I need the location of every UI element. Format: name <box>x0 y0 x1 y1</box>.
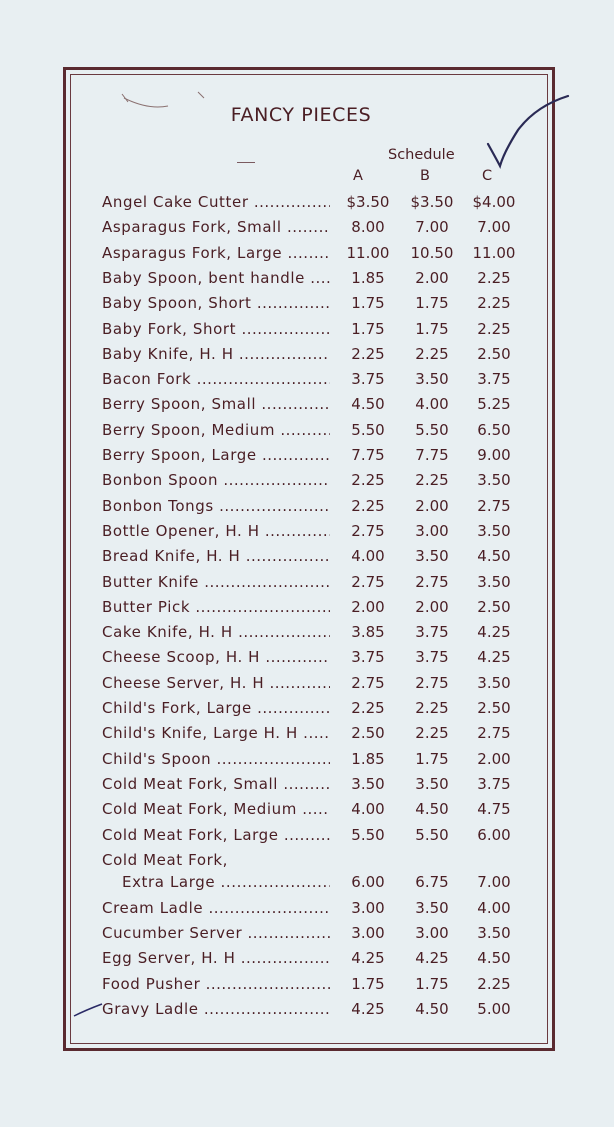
price-b: 1.75 <box>415 294 449 313</box>
column-header-c: C <box>482 168 493 184</box>
item-name: Cold Meat Fork, <box>102 850 229 869</box>
price-c: 3.50 <box>477 923 511 942</box>
price-b: 3.00 <box>415 521 449 540</box>
price-b: 2.75 <box>415 673 449 692</box>
item-name: Cold Meat Fork, Large ..... <box>102 826 330 844</box>
price-a: 3.75 <box>351 370 385 389</box>
price-b: 2.25 <box>415 471 449 490</box>
price-a: 2.75 <box>351 572 385 591</box>
price-a: 1.75 <box>351 319 385 338</box>
price-c: 3.75 <box>477 370 511 389</box>
price-a: 5.50 <box>351 825 385 844</box>
table-row <box>102 395 522 419</box>
price-b: 7.75 <box>415 446 449 464</box>
price-a: 2.00 <box>351 597 385 616</box>
page-title: FANCY PIECES <box>230 104 372 126</box>
price-c: $4.00 <box>472 193 516 211</box>
price-a: 5.50 <box>351 420 385 439</box>
price-c: 5.25 <box>477 395 511 414</box>
table-row <box>102 623 522 647</box>
price-b: 4.50 <box>415 999 449 1018</box>
price-c: 6.50 <box>477 420 511 439</box>
price-c: 7.00 <box>477 218 511 237</box>
price-c: 3.50 <box>477 673 511 692</box>
table-row <box>102 547 522 571</box>
item-name: Cheese Server, H. H ..... <box>102 674 330 692</box>
price-b: 7.00 <box>415 218 449 237</box>
table-row <box>102 471 522 495</box>
price-a: 3.85 <box>351 623 385 642</box>
price-c: 2.25 <box>477 268 511 287</box>
table-row <box>102 421 522 445</box>
price-b: 2.00 <box>415 597 449 616</box>
price-a: 2.75 <box>351 673 385 692</box>
price-c: 2.25 <box>477 319 511 338</box>
table-row <box>102 975 522 999</box>
price-a: 1.75 <box>351 294 385 313</box>
price-a: 1.85 <box>351 268 385 287</box>
table-row <box>102 446 522 470</box>
price-b: 2.25 <box>415 699 449 717</box>
price-a: 6.00 <box>351 872 385 891</box>
table-row <box>102 497 522 521</box>
price-b: 10.50 <box>410 243 454 262</box>
price-a: 2.25 <box>351 471 385 490</box>
price-c: 6.00 <box>477 825 511 844</box>
price-b: 3.50 <box>415 774 449 793</box>
price-b: 3.50 <box>415 370 449 389</box>
item-name-continued: Extra Large ..... <box>102 873 330 891</box>
price-c: 3.50 <box>477 572 511 591</box>
table-row <box>102 924 522 948</box>
price-c: 3.50 <box>477 471 511 490</box>
table-row <box>102 598 522 622</box>
item-name: Berry Spoon, Small ..... <box>102 395 330 413</box>
price-c: 4.75 <box>477 800 511 819</box>
item-name: Cold Meat Fork, Medium ..... <box>102 800 330 818</box>
item-name: Bacon Fork ..... <box>102 370 330 388</box>
table-row <box>102 775 522 799</box>
divider <box>237 162 255 163</box>
price-a: 3.50 <box>351 774 385 793</box>
item-name: Egg Server, H. H ..... <box>102 949 330 967</box>
price-c: 2.75 <box>477 496 511 515</box>
price-a: 3.75 <box>351 648 385 667</box>
price-a: 3.00 <box>351 898 385 917</box>
item-name: Cucumber Server ..... <box>102 924 330 942</box>
price-c: 4.25 <box>477 648 511 667</box>
price-c: 5.00 <box>477 999 511 1018</box>
price-a: 2.50 <box>351 724 385 743</box>
price-c: 7.00 <box>477 872 511 891</box>
item-name: Baby Spoon, Short ..... <box>102 294 330 312</box>
price-c: 3.50 <box>477 521 511 540</box>
price-b: 2.25 <box>415 344 449 363</box>
price-b: 1.75 <box>415 749 449 768</box>
price-a: 4.25 <box>351 949 385 968</box>
price-b: 4.00 <box>415 395 449 414</box>
price-c: 4.50 <box>477 547 511 566</box>
table-row <box>102 193 522 217</box>
item-name: Child's Knife, Large H. H ..... <box>102 724 330 742</box>
table-row <box>102 522 522 546</box>
price-b: 1.75 <box>415 974 449 993</box>
item-name: Berry Spoon, Large ..... <box>102 446 330 464</box>
checkmark-icon <box>484 92 574 172</box>
table-row <box>102 244 522 268</box>
price-b: 3.75 <box>415 623 449 642</box>
item-name: Baby Knife, H. H ..... <box>102 345 330 363</box>
item-name: Bonbon Tongs ..... <box>102 497 330 515</box>
schedule-label: Schedule <box>388 147 455 163</box>
price-b: 5.50 <box>415 420 449 439</box>
price-b: $3.50 <box>410 193 454 211</box>
price-c: 4.25 <box>477 623 511 642</box>
item-name: Bottle Opener, H. H ..... <box>102 522 330 540</box>
table-row <box>102 345 522 369</box>
price-c: 11.00 <box>472 243 516 262</box>
price-b: 6.75 <box>415 872 449 891</box>
price-c: 4.50 <box>477 949 511 968</box>
price-b: 1.75 <box>415 319 449 338</box>
price-a: 4.25 <box>351 999 385 1018</box>
table-row <box>102 1000 522 1024</box>
table-row <box>102 320 522 344</box>
item-name: Berry Spoon, Medium ..... <box>102 421 330 439</box>
table-row <box>102 800 522 824</box>
price-c: 2.50 <box>477 344 511 363</box>
table-row <box>102 850 522 891</box>
price-c: 4.00 <box>477 898 511 917</box>
price-c: 3.75 <box>477 774 511 793</box>
item-name: Baby Fork, Short ..... <box>102 320 330 338</box>
price-b: 2.00 <box>415 268 449 287</box>
price-a: 7.75 <box>351 446 385 464</box>
item-name: Butter Pick ..... <box>102 598 330 616</box>
price-a: 2.25 <box>351 699 385 717</box>
price-b: 3.00 <box>415 923 449 942</box>
table-row <box>102 648 522 672</box>
price-c: 2.25 <box>477 974 511 993</box>
price-b: 3.50 <box>415 898 449 917</box>
price-c: 2.75 <box>477 724 511 743</box>
price-c: 2.50 <box>477 597 511 616</box>
item-name: Child's Fork, Large ..... <box>102 699 330 717</box>
price-c: 2.25 <box>477 294 511 313</box>
price-a: $3.50 <box>346 193 390 211</box>
item-name: Baby Spoon, bent handle ..... <box>102 269 330 287</box>
price-c: 9.00 <box>477 446 511 464</box>
price-a: 8.00 <box>351 218 385 237</box>
price-a: 1.75 <box>351 974 385 993</box>
price-b: 3.50 <box>415 547 449 566</box>
price-a: 2.25 <box>351 344 385 363</box>
price-b: 4.50 <box>415 800 449 819</box>
item-name: Child's Spoon ..... <box>102 750 330 768</box>
item-name: Asparagus Fork, Small ..... <box>102 218 330 236</box>
item-name: Angel Cake Cutter ..... <box>102 193 330 211</box>
price-c: 2.50 <box>477 699 511 717</box>
item-name: Butter Knife ..... <box>102 573 330 591</box>
table-row <box>102 724 522 748</box>
table-row <box>102 573 522 597</box>
item-name: Bread Knife, H. H ..... <box>102 547 330 565</box>
price-b: 2.00 <box>415 496 449 515</box>
price-a: 3.00 <box>351 923 385 942</box>
column-header-a: A <box>353 168 363 184</box>
pen-stroke-icon <box>72 1000 112 1024</box>
price-b: 3.75 <box>415 648 449 667</box>
price-b: 4.25 <box>415 949 449 968</box>
price-b: 2.25 <box>415 724 449 743</box>
price-a: 4.50 <box>351 395 385 414</box>
item-name: Cake Knife, H. H ..... <box>102 623 330 641</box>
price-c: 2.00 <box>477 749 511 768</box>
table-row <box>102 674 522 698</box>
price-a: 2.25 <box>351 496 385 515</box>
item-name: Cheese Scoop, H. H ..... <box>102 648 330 666</box>
table-row <box>102 370 522 394</box>
item-name: Bonbon Spoon ..... <box>102 471 330 489</box>
table-row <box>102 269 522 293</box>
table-row <box>102 750 522 774</box>
item-name: Gravy Ladle ..... <box>102 1000 330 1018</box>
price-b: 2.75 <box>415 572 449 591</box>
price-a: 4.00 <box>351 547 385 566</box>
table-row <box>102 826 522 850</box>
price-a: 4.00 <box>351 800 385 819</box>
table-row <box>102 294 522 318</box>
item-name: Asparagus Fork, Large ..... <box>102 244 330 262</box>
table-row <box>102 218 522 242</box>
price-b: 5.50 <box>415 825 449 844</box>
item-name: Cream Ladle ..... <box>102 899 330 917</box>
table-row <box>102 949 522 973</box>
table-row <box>102 699 522 723</box>
item-name: Cold Meat Fork, Small ..... <box>102 775 330 793</box>
price-a: 11.00 <box>346 243 390 262</box>
table-row <box>102 899 522 923</box>
price-a: 2.75 <box>351 521 385 540</box>
price-a: 1.85 <box>351 749 385 768</box>
item-name: Food Pusher ..... <box>102 975 330 993</box>
column-header-b: B <box>420 168 430 184</box>
